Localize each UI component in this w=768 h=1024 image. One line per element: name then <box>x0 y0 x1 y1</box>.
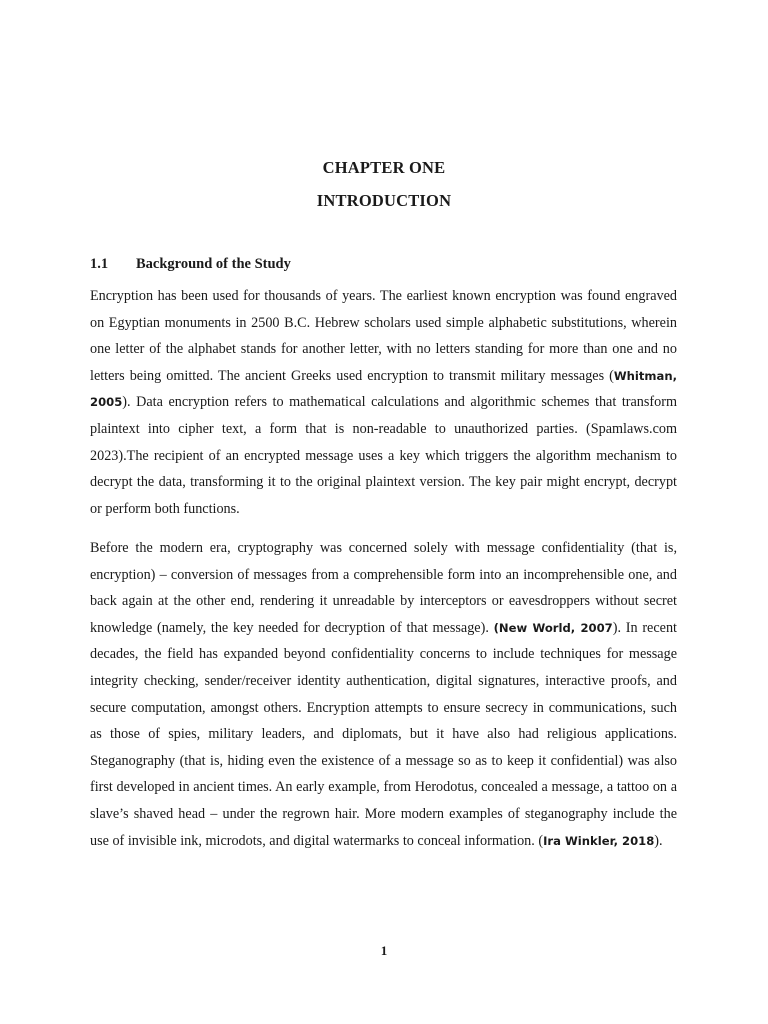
section-number: 1.1 <box>90 256 109 272</box>
chapter-title: INTRODUCTION <box>316 191 452 210</box>
section-title: Background of the Study <box>136 256 291 272</box>
citation-ira-winkler: Ira Winkler, 2018 <box>543 833 655 848</box>
citation-whitman: Whitman, 2005 <box>90 368 677 410</box>
page-number: 1 <box>380 943 388 958</box>
paragraph-text: ). <box>654 832 663 849</box>
paragraph-text: Before the modern era, cryptography was concerned solely with message confidentiality (that is, encryption) – conversion of messages from a comprehensible form into an incomprehensible one, and back again at the other end, rendering it unreadable by interceptors or eavesdroppers without secret knowledge (namely, the key needed for decryption of that message). <box>90 540 677 636</box>
citation-new-world: (New World, 2007 <box>493 620 613 635</box>
paragraph-text: ). Data encryption refers to mathematical calculations and algorithmic schemes that transform plaintext into cipher text, a form that is non-readable to unauthorized parties. (Spamlaws.com 2023).The recipient of an encrypted message uses a key which triggers the algorithm mechanism to decrypt the data, transforming it to the original plaintext version. The key pair might encrypt, decrypt or perform both functions. <box>90 394 677 517</box>
section-heading <box>90 256 291 273</box>
paragraph-cryptography-modern-era <box>90 535 677 854</box>
paragraph-text: Encryption has been used for thousands of years. The earliest known encryption was found engraved on Egyptian monuments in 2500 B.C. Hebrew scholars used simple alphabetic substitutions, wherein one letter of the alphabet stands for another letter, with no letters standing for more than one and no letters being omitted. The ancient Greeks used encryption to transmit military messages ( <box>90 288 677 384</box>
paragraph-text: ). In recent decades, the field has expanded beyond confidentiality concerns to include techniques for message integrity checking, sender/receiver identity authentication, digital signatures, interactive proofs, and secure computation, amongst others. Encryption attempts to ensure secrecy in communications, such as those of spies, military leaders, and diplomats, but it have also had religious applications. Steganography (that is, hiding even the existence of a message so as to keep it confidential) was also first developed in ancient times. An early example, from Herodotus, concealed a message, a tattoo on a slave’s shaved head – under the regrown hair. More modern examples of steganography include the use of invisible ink, microdots, and digital watermarks to conceal information. ( <box>90 619 677 849</box>
paragraph-encryption-history <box>90 283 677 522</box>
chapter-label: CHAPTER ONE <box>322 158 446 177</box>
